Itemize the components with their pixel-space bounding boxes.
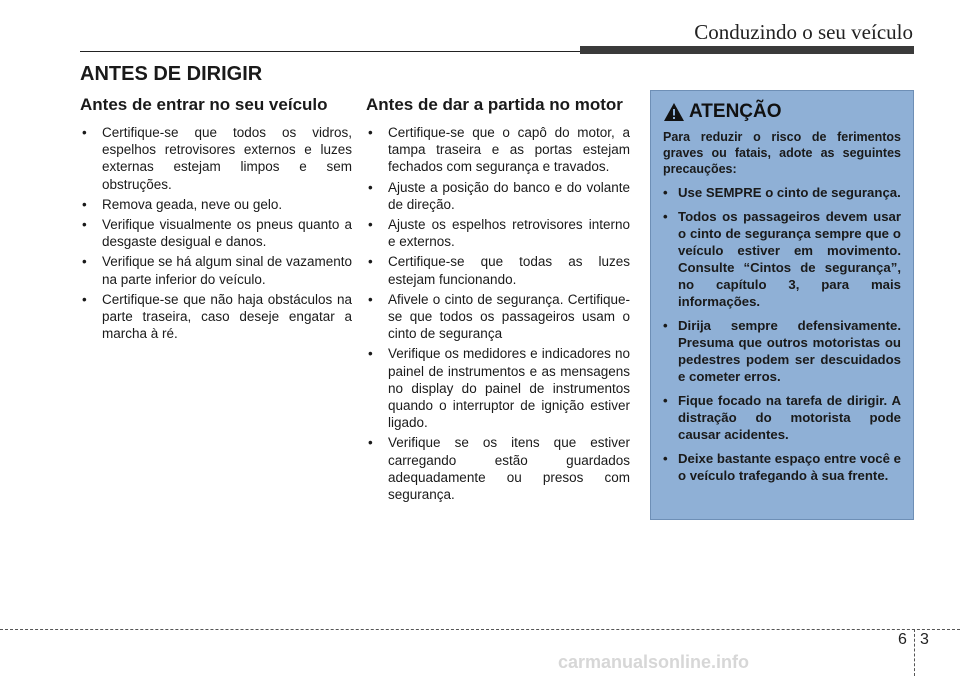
warning-item: • Todos os passageiros devem usar o cinto de segurança sempre que o veículo estiver em movimento. Consulte “Cintos de segurança”, no capítulo 3, para mais informações. [663, 209, 901, 309]
list-item: • Certifique-se que todos os vidros, espelhos retrovisores externos e luzes externas estejam limpos e sem obstruções. [82, 125, 352, 192]
watermark: carmanualsonline.info [558, 652, 750, 672]
section-title: ANTES DE DIRIGIR [80, 63, 263, 85]
footer-divider [0, 629, 960, 630]
column2-heading: Antes de dar a partida no motor [366, 95, 623, 114]
warning-box [650, 90, 914, 520]
list-item: • Certifique-se que todas as luzes estejam funcionando. [368, 254, 630, 287]
list-item: • Verifique se os itens que estiver carregando estão guardados adequadamente ou presos com segurança. [368, 435, 630, 503]
warning-item: • Deixe bastante espaço entre você e o veículo trafegando à sua frente. [663, 451, 901, 483]
header-rule-thick [580, 46, 914, 54]
column1-heading: Antes de entrar no seu veículo [80, 95, 328, 114]
list-item: • Ajuste os espelhos retrovisores interno e externos. [368, 217, 630, 250]
footer-page-divider [914, 629, 915, 676]
warning-intro: Para reduzir o risco de ferimentos graves ou fatais, adote as seguintes precauções: [663, 130, 901, 176]
warning-item: • Fique focado na tarefa de dirigir. A distração do motorista pode causar acidentes. [663, 393, 901, 442]
list-item: • Verifique visualmente os pneus quanto a desgaste desigual e danos. [82, 217, 352, 250]
list-item: • Verifique os medidores e indicadores no painel de instrumentos e as mensagens no display do painel de instrumentos quando o interruptor de ignição estiver ligado. [368, 346, 630, 431]
list-item: • Afivele o cinto de segurança. Certifique-se que todos os passageiros usam o cinto de segurança [368, 291, 630, 342]
column-before-starting [366, 94, 630, 506]
warning-item: • Use SEMPRE o cinto de segurança. [663, 185, 901, 200]
list-item: • Ajuste a posição do banco e do volante de direção. [368, 179, 630, 212]
warning-title: ATENÇÃO [689, 101, 782, 122]
column-before-entering [80, 94, 352, 345]
column2-list [366, 124, 630, 503]
page-chapter-number: 6 [898, 631, 907, 648]
list-item: • Remova geada, neve ou gelo. [82, 196, 283, 212]
header-rule-thin [80, 51, 580, 52]
warning-item: • Dirija sempre defensivamente. Presuma que outros motoristas ou pedestres podem ser descuidados e cometer erros. [663, 318, 901, 384]
list-item: • Certifique-se que o capô do motor, a tampa traseira e as portas estejam fechados com segurança e travados. [368, 125, 630, 175]
warning-triangle-icon [663, 102, 685, 122]
page-number: 3 [920, 631, 929, 648]
warning-header [663, 101, 901, 123]
warning-list [663, 184, 901, 484]
list-item: • Certifique-se que não haja obstáculos na parte traseira, caso deseje engatar a marcha à ré. [82, 291, 352, 342]
column1-list [80, 124, 352, 342]
list-item: • Verifique se há algum sinal de vazamento na parte inferior do veículo. [82, 254, 352, 287]
chapter-title: Conduzindo o seu veículo [694, 20, 913, 44]
